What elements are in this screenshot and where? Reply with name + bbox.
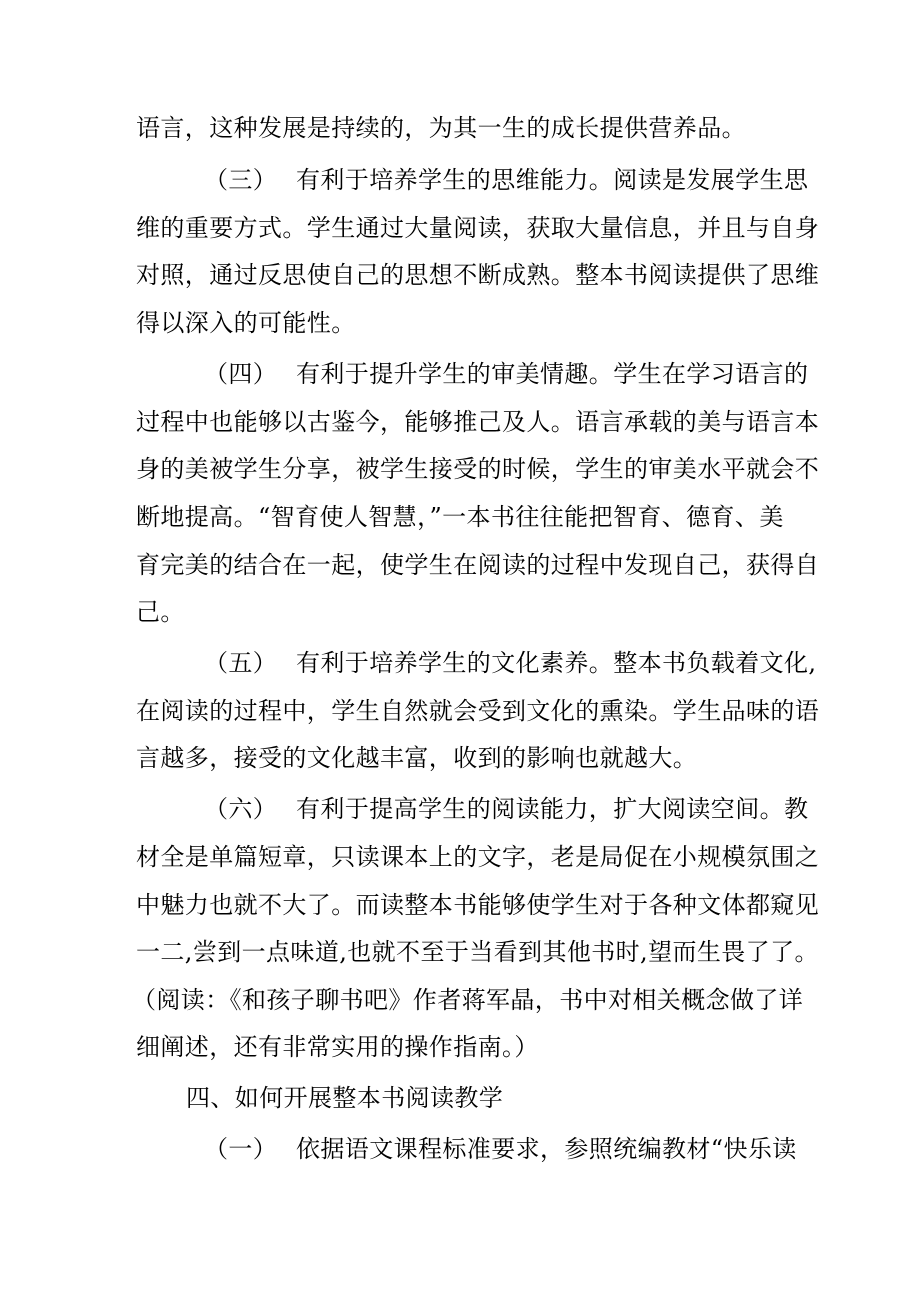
section-heading: 四、如何开展整本书阅读教学 (186, 1084, 504, 1112)
paragraph-five (204, 643, 864, 683)
text-line: 对照，通过反思使自己的思想不断成熟。整本书阅读提供了思维 (136, 261, 820, 289)
text-line: 有利于培养学生的思维能力。阅读是发展学生思 (296, 166, 809, 194)
text-line: 言越多，接受的文化越丰富，收到的影响也就越大。 (136, 744, 698, 772)
paragraph-number: （六） (204, 795, 278, 823)
paragraph-number: （三） (204, 166, 278, 194)
text-line: 维的重要方式。学生通过大量阅读，获取大量信息，并且与自身 (136, 214, 820, 242)
paragraph-number: （五） (204, 649, 278, 677)
paragraph-four (204, 354, 864, 394)
text-line: 身的美被学生分享，被学生接受的时候，学生的审美水平就会不 (136, 455, 820, 483)
text-line: 依据语文课程标准要求，参照统编教材“快乐读 (296, 1135, 797, 1163)
text-line: 材全是单篇短章，只读课本上的文字，老是局促在小规模氛围之 (136, 843, 820, 871)
paragraph-six (204, 789, 864, 829)
paragraph-three (204, 160, 864, 200)
text-line: （阅读：《和孩子聊书吧》作者蒋军晶，书中对相关概念做了详 (132, 986, 804, 1014)
text-line: 有利于培养学生的文化素养。整本书负载着文化, (296, 649, 817, 677)
text-line: 得以深入的可能性。 (136, 309, 356, 337)
text-line: 中魅力也就不大了。而读整本书能够使学生对于各种文体都窥见 (136, 891, 820, 919)
text-line: 在阅读的过程中，学生自然就会受到文化的熏染。学生品味的语 (136, 697, 820, 725)
paragraph-one (204, 1129, 864, 1169)
paragraph-number: （一） (204, 1135, 278, 1163)
text-line: 有利于提高学生的阅读能力，扩大阅读空间。教 (296, 795, 809, 823)
text-line: 育完美的结合在一起，使学生在阅读的过程中发现自己，获得自 (136, 551, 820, 579)
text-line: 细阐述，还有非常实用的操作指南。） (136, 1033, 539, 1061)
text-line: 己。 (136, 598, 185, 626)
text-line: 过程中也能够以古鉴今，能够推己及人。语言承载的美与语言本 (136, 408, 820, 436)
paragraph-number: （四） (204, 360, 278, 388)
text-line: 一二,尝到一点味道,也就不至于当看到其他书时,望而生畏了了。 (136, 938, 819, 966)
text-line: 语言，这种发展是持续的，为其一生的成长提供营养品。 (136, 114, 746, 142)
text-line: 有利于提升学生的审美情趣。学生在学习语言的 (296, 360, 809, 388)
text-line: 断地提高。“智育使人智慧，”一本书往往能把智育、德育、美 (136, 503, 784, 531)
